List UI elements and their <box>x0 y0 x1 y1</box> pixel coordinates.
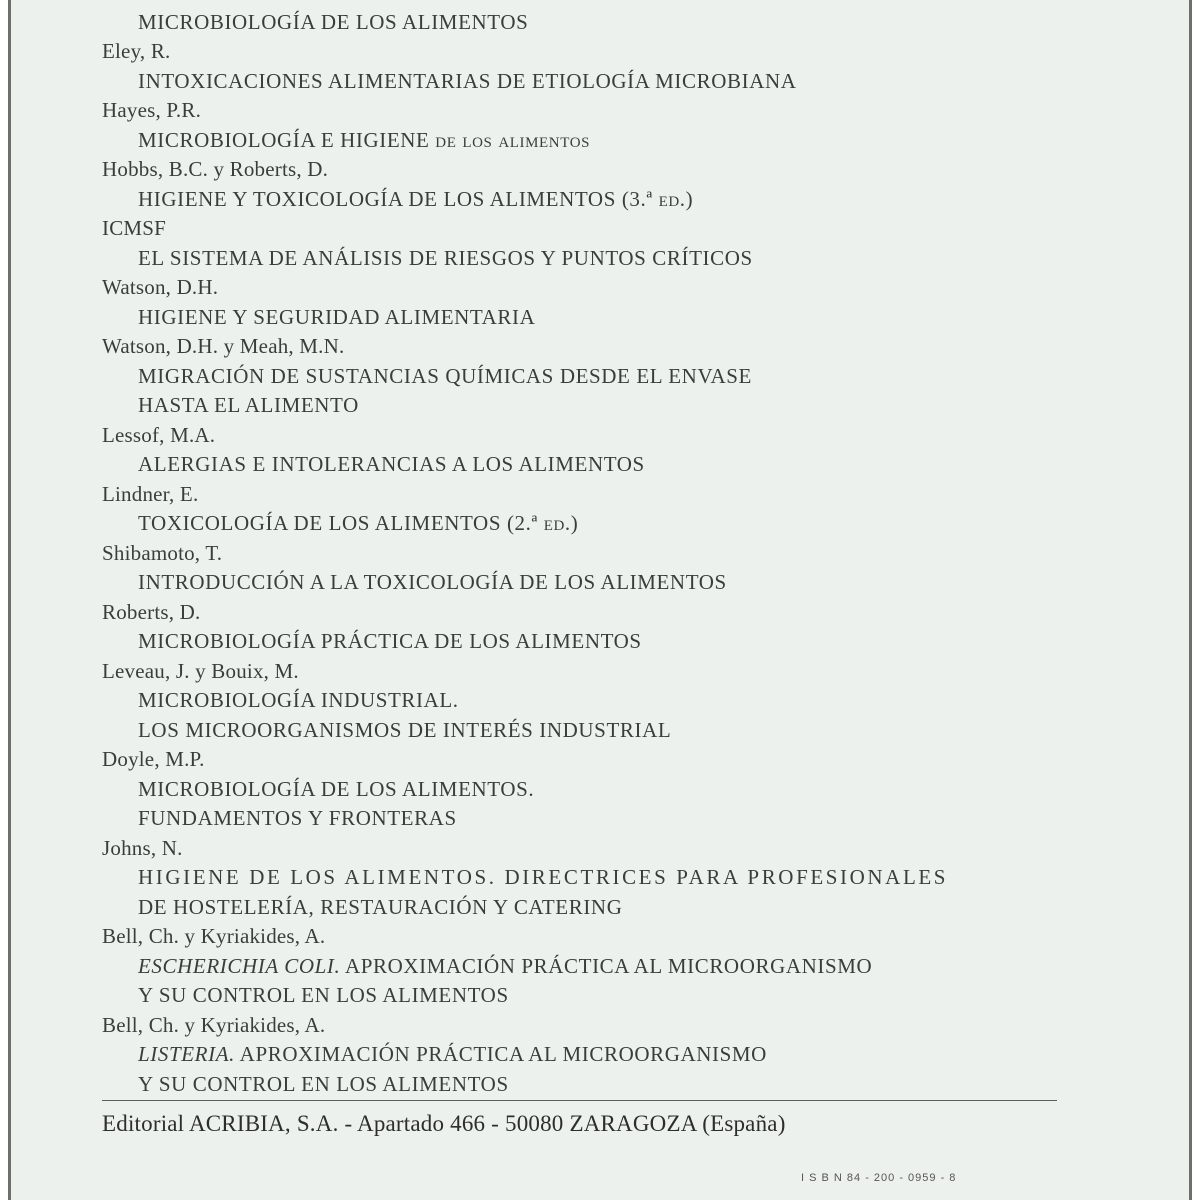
list-item <box>102 332 1082 421</box>
list-item <box>102 598 1082 657</box>
entry-author: Bell, Ch. y Kyriakides, A. <box>102 924 326 948</box>
list-item <box>102 421 1082 480</box>
entry-title <box>102 1040 1082 1070</box>
entry-author: Shibamoto, T. <box>102 540 223 565</box>
entry-title: MIGRACIÓN DE SUSTANCIAS QUÍMICAS DESDE EL ENVASE <box>138 363 752 388</box>
list-item <box>102 0 1082 37</box>
entry-title: HIGIENE DE LOS ALIMENTOS. DIRECTRICES PARA PROFESIONALES <box>138 865 949 889</box>
list-item <box>102 1011 1082 1100</box>
entry-title: MICROBIOLOGÍA PRÁCTICA DE LOS ALIMENTOS <box>138 629 642 653</box>
entry-title: INTRODUCCIÓN A LA TOXICOLOGÍA DE LOS ALIMENTOS <box>138 570 727 594</box>
entry-title: EL SISTEMA DE ANÁLISIS DE RIESGOS Y PUNTOS CRÍTICOS <box>138 245 753 270</box>
entry-title-continued: HASTA EL ALIMENTO <box>138 393 359 417</box>
entry-title-rest: APROXIMACIÓN PRÁCTICA AL MICROORGANISMO <box>340 953 873 978</box>
list-item <box>102 657 1082 746</box>
entry-author: Doyle, M.P. <box>102 747 205 771</box>
entry-title-rest: APROXIMACIÓN PRÁCTICA AL MICROORGANISMO <box>234 1042 767 1066</box>
list-item <box>102 539 1082 598</box>
entry-author: Eley, R. <box>102 39 171 63</box>
entry-author: Watson, D.H. y Meah, M.N. <box>102 334 345 358</box>
entry-author: ICMSF <box>102 216 167 240</box>
entry-title: MICROBIOLOGÍA E HIGIENE de los alimentos <box>138 127 591 152</box>
entry-author: Lindner, E. <box>102 481 199 506</box>
entry-title: MICROBIOLOGÍA DE LOS ALIMENTOS. <box>138 776 535 801</box>
entry-title-continued: Y SU CONTROL EN LOS ALIMENTOS <box>138 983 509 1007</box>
entry-title-continued: Y SU CONTROL EN LOS ALIMENTOS <box>138 1071 509 1096</box>
list-item <box>102 96 1082 155</box>
entry-title-continued: LOS MICROORGANISMOS DE INTERÉS INDUSTRIAL <box>138 717 672 742</box>
list-item <box>102 214 1082 273</box>
entry-author: Lessof, M.A. <box>102 422 216 447</box>
catalog-list <box>102 0 1082 1099</box>
list-item <box>102 922 1082 1011</box>
entry-author: Watson, D.H. <box>102 275 219 299</box>
entry-title-italic: ESCHERICHIA COLI. <box>138 953 341 978</box>
book-back-cover <box>8 0 1192 1200</box>
entry-title: ALERGIAS E INTOLERANCIAS A LOS ALIMENTOS <box>138 452 645 476</box>
list-item <box>102 155 1082 214</box>
footer-divider <box>102 1100 1057 1101</box>
entry-title: HIGIENE Y SEGURIDAD ALIMENTARIA <box>138 304 536 329</box>
list-item <box>102 834 1082 923</box>
list-item <box>102 480 1082 539</box>
entry-author <box>102 0 1082 8</box>
entry-author: Johns, N. <box>102 835 183 860</box>
entry-author: Bell, Ch. y Kyriakides, A. <box>102 1012 326 1037</box>
list-item <box>102 745 1082 834</box>
publisher-address: Editorial ACRIBIA, S.A. - Apartado 466 - 50080 ZARAGOZA (España) <box>102 1111 786 1136</box>
entry-title: INTOXICACIONES ALIMENTARIAS DE ETIOLOGÍA MICROBIANA <box>138 68 797 93</box>
entry-title: MICROBIOLOGÍA DE LOS ALIMENTOS <box>138 9 529 34</box>
entry-title <box>102 952 1082 982</box>
list-item <box>102 273 1082 332</box>
entry-title: TOXICOLOGÍA DE LOS ALIMENTOS (2.ª ed.) <box>138 511 579 535</box>
entry-title-continued: DE HOSTELERÍA, RESTAURACIÓN Y CATERING <box>138 894 623 919</box>
entry-title-continued: FUNDAMENTOS Y FRONTERAS <box>138 806 457 830</box>
entry-author: Roberts, D. <box>102 599 201 624</box>
entry-author: Hobbs, B.C. y Roberts, D. <box>102 157 329 181</box>
entry-title: MICROBIOLOGÍA INDUSTRIAL. <box>138 688 459 712</box>
entry-author: Hayes, P.R. <box>102 98 202 122</box>
entry-title: HIGIENE Y TOXICOLOGÍA DE LOS ALIMENTOS (3.ª ed.) <box>138 186 694 211</box>
list-item <box>102 37 1082 96</box>
isbn-label: I S B N 84 - 200 - 0959 - 8 <box>801 1172 957 1184</box>
entry-author: Leveau, J. y Bouix, M. <box>102 658 299 683</box>
entry-title-italic: LISTERIA. <box>138 1042 235 1066</box>
